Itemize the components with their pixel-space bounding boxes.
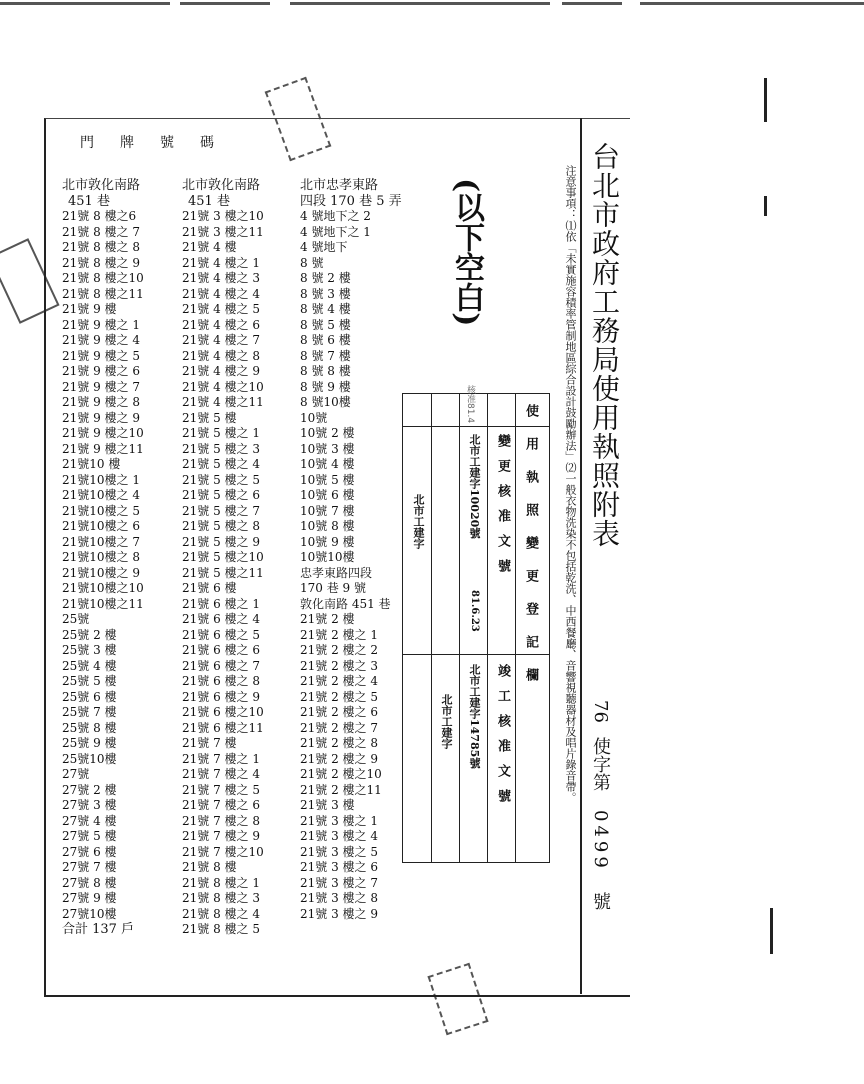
address-row: 21號 3 樓之 5: [300, 844, 378, 859]
license-header-row: 使用執照變更登記欄: [523, 404, 538, 701]
address-row: 21號 7 樓之 1: [182, 751, 260, 766]
address-row: 21號10樓之 5: [62, 503, 140, 518]
address-row: 21號 5 樓之11: [182, 565, 264, 580]
address-row: 8 號 9 樓: [300, 379, 351, 394]
address-row: 21號 9 樓之10: [62, 426, 144, 440]
address-row: 27號 6 樓: [62, 844, 117, 859]
address-row: 21號 3 樓之10: [182, 209, 264, 223]
address-row: 8 號 4 樓: [300, 302, 351, 316]
address-row: 21號 5 樓之 3: [182, 441, 260, 456]
address-row: 21號 3 樓之 9: [300, 906, 378, 921]
license-date: 81.6.23: [469, 590, 480, 632]
address-row: 21號 7 樓之10: [182, 844, 264, 859]
address-row: 21號 8 樓之 3: [182, 891, 260, 905]
address-row: 21號 5 樓之 7: [182, 503, 260, 518]
col3-rows: [300, 209, 402, 922]
address-row: 21號 6 樓之 7: [182, 658, 260, 673]
scan-mark-right-3: [770, 908, 773, 954]
col2-rows: [182, 209, 264, 938]
address-row: 8 號 6 樓: [300, 333, 351, 347]
address-row: 25號 3 樓: [62, 643, 117, 657]
address-row: 10號 7 樓: [300, 503, 355, 518]
column-header: 門牌號碼: [80, 135, 240, 151]
address-row: 21號 4 樓之 6: [182, 317, 260, 332]
address-row: 27號 3 樓: [62, 798, 117, 812]
address-row: 21號 9 樓之 7: [62, 379, 140, 394]
doc-number: 0499: [590, 810, 611, 873]
address-row: 21號 3 樓之11: [182, 224, 264, 239]
address-row: 21號 2 樓之 7: [300, 720, 378, 735]
license-row2-b: 北市工建字: [440, 694, 453, 749]
address-row: 21號 4 樓之 1: [182, 255, 260, 270]
address-row: 21號 7 樓: [182, 736, 237, 750]
address-row: 27號 2 樓: [62, 782, 117, 797]
address-row: 8 號 8 樓: [300, 364, 351, 378]
address-row: 21號 5 樓之 1: [182, 426, 260, 440]
address-row: 21號 5 樓: [182, 410, 237, 425]
col1-lane: 451 巷: [68, 193, 110, 209]
address-row: 21號 4 樓之 5: [182, 302, 260, 316]
col2-heading: 北市敦化南路: [182, 178, 261, 193]
license-col-b: 竣工核准文號: [495, 664, 510, 814]
address-row: 21號10樓之 9: [62, 565, 140, 580]
notes-text: 注意事項：⑴依「未實施容積率管制地區綜合設計鼓勵辦法」⑵一般衣物洗染不包括乾洗、中西餐廳、音響視聽器材及唱片錄音帶。: [564, 165, 577, 803]
address-row: 10號 2 樓: [300, 426, 355, 440]
address-row: 27號 9 樓: [62, 891, 117, 905]
doc-suffix: 號: [590, 891, 611, 910]
address-row: 21號 2 樓之10: [300, 767, 382, 781]
address-row: 25號 5 樓: [62, 674, 117, 688]
address-row: 8 號 5 樓: [300, 317, 351, 332]
address-column-1: [62, 178, 144, 938]
col1-heading: 北市敦化南路: [62, 178, 141, 193]
license-stamp-note: 核准81.4: [465, 385, 475, 424]
document-divider: [580, 118, 582, 994]
license-col-a: 變更核准文號: [495, 434, 510, 584]
address-row: 21號 8 樓之 8: [62, 240, 140, 254]
address-row: 21號 9 樓之11: [62, 441, 144, 456]
address-row: 21號 2 樓之 1: [300, 627, 378, 642]
address-row: 10號 5 樓: [300, 472, 355, 487]
address-row: 27號 4 樓: [62, 813, 117, 828]
address-row: 10號10樓: [300, 550, 355, 564]
col3-heading: 北市忠孝東路: [300, 178, 379, 193]
address-row: 4 號地下之 2: [300, 209, 371, 223]
license-change-table: [402, 393, 550, 863]
address-column-2: [182, 178, 264, 938]
address-row: 10號 8 樓: [300, 519, 355, 533]
address-row: 27號10樓: [62, 906, 117, 921]
document-title: 台北市政府工務局使用執照附表: [588, 142, 621, 548]
address-row: 21號 7 樓之 4: [182, 767, 260, 781]
address-row: 21號 6 樓之 6: [182, 643, 260, 657]
address-row: 21號 4 樓: [182, 240, 237, 254]
address-row: 8 號10樓: [300, 395, 351, 409]
address-row: 170 巷 9 號: [300, 581, 366, 595]
address-row: 敦化南路 451 巷: [300, 596, 391, 611]
address-row: 21號 9 樓: [62, 302, 117, 316]
address-row: 21號 3 樓之 1: [300, 813, 378, 828]
address-row: 27號: [62, 767, 90, 781]
address-row: 21號 4 樓之 4: [182, 286, 260, 301]
address-row: 21號 8 樓之 1: [182, 875, 260, 890]
address-row: 21號 9 樓之 1: [62, 317, 140, 332]
scan-top-edge: [0, 0, 864, 10]
address-row: 21號 8 樓之 5: [182, 922, 260, 936]
address-row: 21號 3 樓之 4: [300, 829, 378, 843]
address-row: 25號: [62, 612, 90, 626]
address-row: 21號 2 樓之 3: [300, 658, 378, 673]
address-row: 21號 4 樓之10: [182, 379, 264, 394]
col3-lane: 四段 170 巷 5 弄: [300, 193, 402, 209]
address-row: 21號 6 樓之10: [182, 705, 264, 719]
address-row: 27號 8 樓: [62, 875, 117, 890]
address-row: 21號 3 樓: [300, 798, 355, 812]
address-row: 21號 2 樓之 2: [300, 643, 378, 657]
address-row: 21號 5 樓之 6: [182, 488, 260, 502]
address-row: 4 號地下之 1: [300, 224, 371, 239]
address-row: 21號10樓之10: [62, 581, 144, 595]
address-row: 21號 8 樓之11: [62, 286, 144, 301]
address-row: 8 號 2 樓: [300, 271, 351, 285]
address-row: 21號10樓之 8: [62, 550, 140, 564]
address-row: 21號 6 樓之 4: [182, 612, 260, 626]
address-row: 21號 3 樓之 7: [300, 875, 378, 890]
address-row: 21號 2 樓之 4: [300, 674, 378, 688]
address-row: 21號 8 樓之 7: [62, 224, 140, 239]
address-row: 8 號 7 樓: [300, 348, 351, 363]
address-row: 8 號: [300, 255, 324, 270]
address-row: 21號 2 樓: [300, 612, 355, 626]
address-row: 25號 9 樓: [62, 736, 117, 750]
address-row: 21號10樓之 6: [62, 519, 140, 533]
address-row: 10號 3 樓: [300, 441, 355, 456]
address-row: 21號10樓之 4: [62, 488, 140, 502]
address-row: 21號 8 樓之10: [62, 271, 144, 285]
address-row: 21號 6 樓之11: [182, 720, 264, 735]
address-row: 25號 4 樓: [62, 658, 117, 673]
address-row: 21號10樓之11: [62, 596, 144, 611]
address-row: 21號 6 樓之 5: [182, 627, 260, 642]
address-row: 4 號地下: [300, 240, 348, 254]
col2-lane: 451 巷: [188, 193, 230, 209]
address-row: 21號 3 樓之 6: [300, 860, 378, 874]
address-row: 21號 6 樓之 8: [182, 674, 260, 688]
address-row: 21號 4 樓之 8: [182, 348, 260, 363]
col1-total: 合計 137 戶: [62, 922, 135, 937]
address-row: 10號 9 樓: [300, 534, 355, 549]
address-row: 21號 2 樓之 6: [300, 705, 378, 719]
address-row: 21號 6 樓之 9: [182, 689, 260, 704]
address-row: 21號 5 樓之 4: [182, 457, 260, 471]
scan-mark-right-1: [764, 78, 767, 122]
address-row: 27號 5 樓: [62, 829, 117, 843]
license-row1-a: 北市工建字10020號: [468, 434, 481, 539]
address-row: 21號 5 樓之10: [182, 550, 264, 564]
address-row: 25號 7 樓: [62, 705, 117, 719]
address-row: 21號 9 樓之 9: [62, 410, 140, 425]
address-column-3: [300, 178, 402, 922]
address-row: 10號 4 樓: [300, 457, 355, 471]
address-row: 21號 5 樓之 5: [182, 472, 260, 487]
address-row: 21號 5 樓之 9: [182, 534, 260, 549]
col1-rows: [62, 209, 144, 922]
address-row: 21號 3 樓之 8: [300, 891, 378, 905]
address-row: 8 號 3 樓: [300, 286, 351, 301]
address-row: 21號 4 樓之 9: [182, 364, 260, 378]
address-row: 25號10樓: [62, 751, 117, 766]
address-row: 21號 6 樓之 1: [182, 596, 260, 611]
address-row: 21號 5 樓之 8: [182, 519, 260, 533]
address-row: 21號 2 樓之 9: [300, 751, 378, 766]
license-row2-a: 北市工建字: [412, 494, 425, 549]
address-row: 21號 9 樓之 8: [62, 395, 140, 409]
address-row: 21號 6 樓: [182, 581, 237, 595]
address-row: 21號10樓之 7: [62, 534, 140, 549]
address-row: 10號: [300, 410, 328, 425]
address-row: 25號 6 樓: [62, 689, 117, 704]
address-row: 21號 9 樓之 5: [62, 348, 140, 363]
address-row: 21號 7 樓之 9: [182, 829, 260, 843]
address-row: 21號10樓之 1: [62, 472, 140, 487]
address-row: 25號 2 樓: [62, 627, 117, 642]
address-row: 21號10 樓: [62, 457, 121, 471]
address-row: 21號 7 樓之 6: [182, 798, 260, 812]
license-row1-b: 北市工建字14785號: [468, 664, 481, 769]
doc-label: 使字第: [590, 736, 611, 791]
address-row: 21號 8 樓之 4: [182, 906, 260, 921]
address-row: 10號 6 樓: [300, 488, 355, 502]
address-row: 21號 4 樓之 7: [182, 333, 260, 347]
address-row: 21號 9 樓之 6: [62, 364, 140, 378]
document-number: [588, 700, 612, 910]
doc-year: 76: [590, 700, 611, 723]
address-row: 21號 4 樓之11: [182, 395, 264, 409]
address-row: 21號 8 樓: [182, 860, 237, 874]
address-row: 27號 7 樓: [62, 860, 117, 874]
address-row: 21號 2 樓之 8: [300, 736, 378, 750]
address-row: 21號 8 樓之6: [62, 209, 137, 223]
address-row: 25號 8 樓: [62, 720, 117, 735]
address-row: 忠孝東路四段: [300, 565, 373, 580]
address-row: 21號 7 樓之 8: [182, 813, 260, 828]
blank-note: (以下空白): [449, 178, 484, 327]
scan-mark-right-2: [764, 196, 767, 216]
address-row: 21號 4 樓之 3: [182, 271, 260, 285]
address-row: 21號 2 樓之11: [300, 782, 382, 797]
address-row: 21號 9 樓之 4: [62, 333, 140, 347]
address-row: 21號 2 樓之 5: [300, 689, 378, 704]
address-row: 21號 7 樓之 5: [182, 782, 260, 797]
address-row: 21號 8 樓之 9: [62, 255, 140, 270]
